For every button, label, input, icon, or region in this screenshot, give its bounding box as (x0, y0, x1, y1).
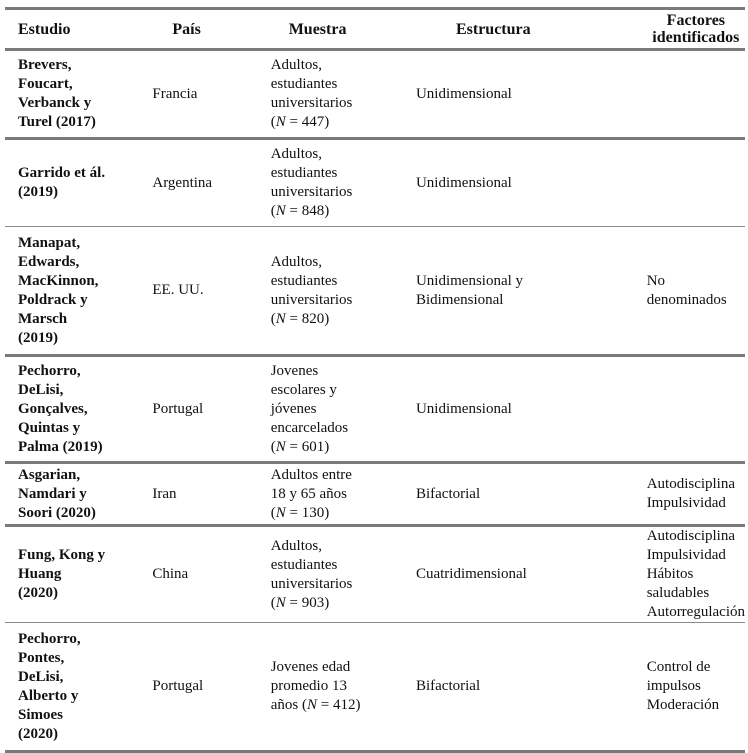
table-row (5, 526, 745, 623)
cell-estructura: Cuatridimensional (415, 566, 527, 582)
cell-pais: China (152, 566, 189, 582)
table-row (5, 50, 745, 139)
header-muestra: Muestra (288, 20, 347, 38)
cell-muestra: Jovenes escolares y jóvenes encarcelados (N = 601) (270, 362, 349, 455)
cell-factores (647, 139, 745, 227)
table-row (5, 139, 745, 227)
muestra-text: Adultos, estudiantes universitarios (270, 253, 353, 308)
table-row (5, 463, 745, 526)
muestra-text: Jovenes escolares y jóvenes encarcelados (270, 362, 349, 436)
header-estructura: Estructura (455, 20, 531, 38)
cell-factores (647, 356, 745, 463)
table-row (5, 623, 745, 752)
cell-muestra: Adultos, estudiantes universitarios (N = 447) (270, 57, 353, 130)
n-value: 447 (301, 114, 325, 130)
table-row (5, 227, 745, 356)
cell-estructura: Unidimensional y Bidimensional (415, 272, 524, 308)
cell-muestra: Adultos, estudiantes universitarios (N = 820) (270, 253, 353, 327)
cell-estudio: Pechorro, DeLisi, Gonçalves, Quintas y Palma (2019) (18, 362, 103, 455)
n-value: 903 (301, 594, 325, 611)
cell-pais: Iran (152, 485, 177, 502)
cell-pais: Argentina (152, 174, 213, 191)
cell-estudio: Brevers, Foucart, Verbanck y Turel (2017) (18, 57, 96, 130)
cell-factores: No denominados (646, 272, 727, 308)
cell-estudio: Asgarian, Namdari y Soori (2020) (18, 466, 96, 521)
n-value: 820 (301, 310, 325, 327)
cell-estructura: Unidimensional (415, 174, 512, 191)
table-body (5, 50, 745, 752)
muestra-text: Adultos, estudiantes universitarios (270, 146, 353, 200)
n-label: N (275, 594, 286, 611)
cell-estructura: Bifactorial (415, 485, 481, 502)
cell-estudio: Pechorro, Pontes, DeLisi, Alberto y Simoes (2020) (18, 630, 81, 742)
cell-factores: Control de impulsos Moderación (646, 659, 720, 713)
cell-muestra: Adultos, estudiantes universitarios (N = 848) (270, 146, 353, 219)
header-row (5, 9, 745, 50)
header-estudio: Estudio (18, 20, 71, 38)
muestra-text: Adultos, estudiantes universitarios (270, 57, 353, 111)
cell-estudio: Manapat, Edwards, MacKinnon, Poldrack y Marsch (2019) (18, 234, 99, 346)
cell-factores: Autodisciplina Impulsividad Hábitos saludables Autorregulación (646, 528, 745, 620)
muestra-text: Adultos, estudiantes universitarios (270, 537, 353, 592)
cell-pais: Portugal (152, 400, 204, 417)
n-label: N (275, 114, 286, 130)
n-value: 601 (301, 438, 325, 455)
header-pais: País (172, 20, 201, 38)
cell-estructura: Bifactorial (415, 678, 481, 694)
table-row (5, 356, 745, 463)
n-value: 412 (332, 697, 356, 713)
cell-muestra: Jovenes edad promedio 13 años (N = 412) (270, 659, 361, 713)
cell-estructura: Unidimensional (415, 85, 512, 102)
cell-pais: Portugal (152, 678, 204, 694)
cell-estructura: Unidimensional (415, 400, 512, 417)
cell-factores (647, 50, 745, 139)
cell-pais: Francia (152, 85, 198, 102)
n-label: N (275, 504, 286, 521)
n-value: 848 (301, 203, 325, 219)
cell-muestra: Adultos, estudiantes universitarios (N = 903) (270, 537, 353, 611)
studies-table (5, 7, 745, 753)
cell-muestra: Adultos entre 18 y 65 años (N = 130) (270, 466, 352, 521)
muestra-text: Jovenes edad promedio 13 años (270, 659, 351, 713)
n-label: N (275, 438, 286, 455)
header-factores: Factores identificados (652, 12, 740, 46)
cell-estudio: Fung, Kong y Huang (2020) (18, 547, 106, 601)
n-label: N (275, 310, 286, 327)
muestra-text: Adultos entre 18 y 65 años (270, 466, 352, 502)
n-label: N (275, 203, 286, 219)
cell-pais: EE. UU. (152, 282, 204, 298)
cell-factores: Autodisciplina Impulsividad (646, 476, 736, 511)
n-label: N (306, 697, 317, 713)
cell-estudio: Garrido et ál. (2019) (18, 165, 106, 200)
n-value: 130 (301, 504, 325, 521)
